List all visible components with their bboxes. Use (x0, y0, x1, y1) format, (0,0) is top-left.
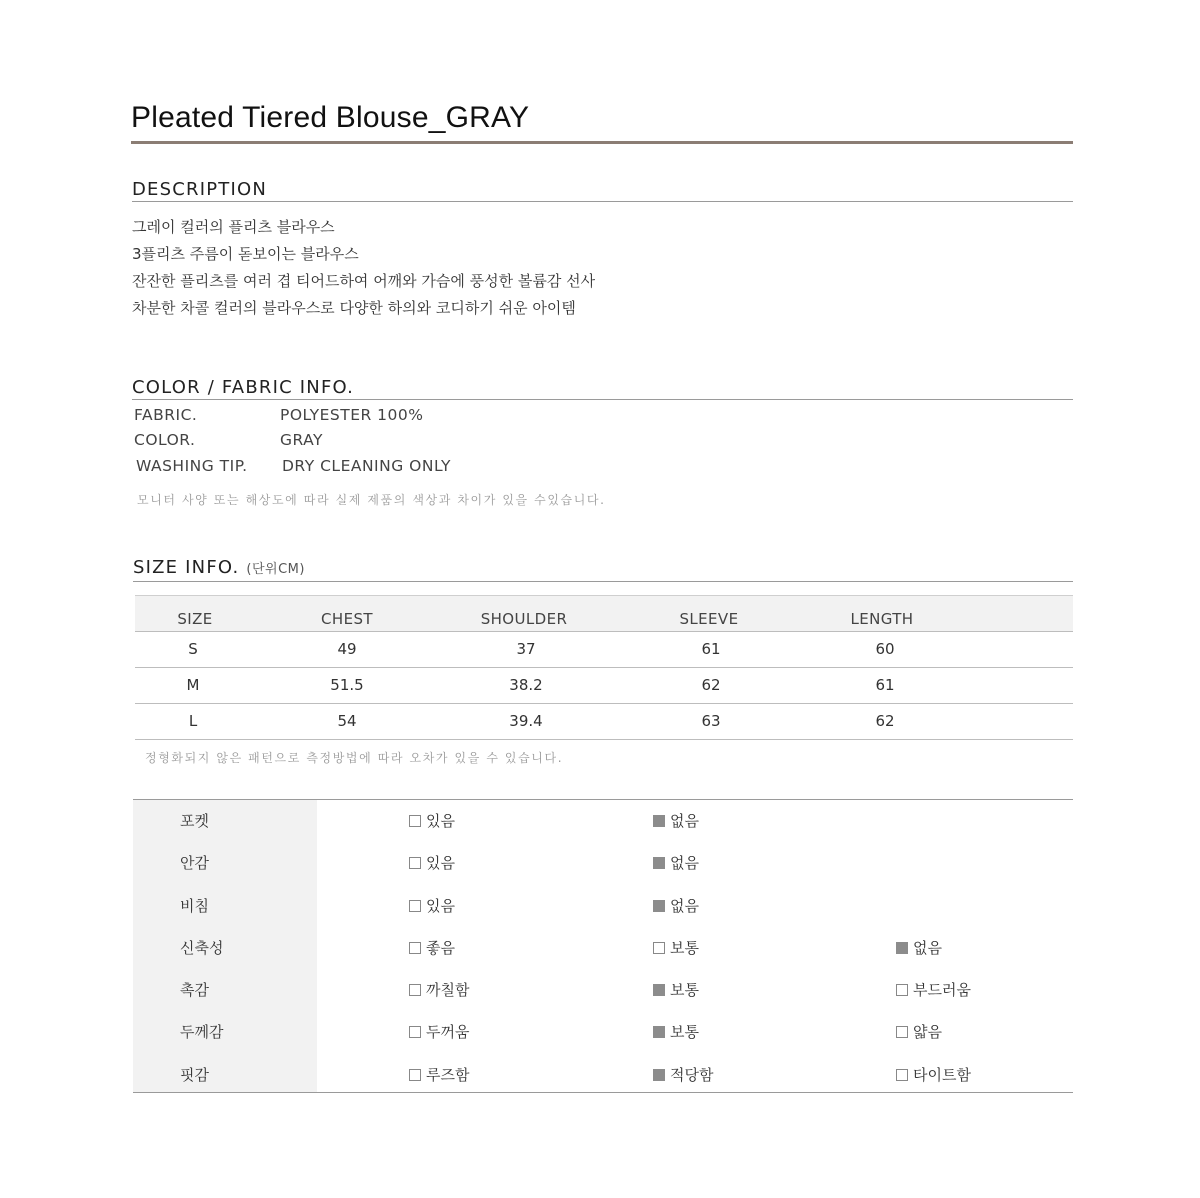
size-cell: M (186, 676, 200, 694)
feature-option: 좋음 (409, 937, 455, 958)
fabric-heading-text: COLOR / FABRIC INFO. (132, 377, 355, 398)
feature-option: 있음 (409, 810, 455, 831)
sleeve-cell: 61 (701, 640, 721, 658)
size-heading (133, 557, 1073, 582)
feature-row-fit (133, 1054, 1073, 1096)
fabric-heading (132, 377, 1073, 400)
checkbox-checked-icon (896, 942, 908, 954)
feature-option: 얇음 (896, 1021, 942, 1042)
size-cell: L (188, 712, 198, 730)
checkbox-checked-icon (653, 857, 665, 869)
description-heading (132, 179, 1073, 202)
feature-label: 두께감 (180, 1023, 224, 1041)
description-heading-text: DESCRIPTION (132, 179, 268, 200)
size-heading-text: SIZE INFO. (133, 557, 240, 578)
feature-option: 타이트함 (896, 1064, 971, 1085)
header-chest: CHEST (321, 610, 373, 628)
feature-option: 있음 (409, 895, 455, 916)
feature-option: 없음 (653, 852, 699, 873)
fabric-key: FABRIC. (134, 406, 198, 424)
checkbox-checked-icon (653, 984, 665, 996)
shoulder-cell: 38.2 (509, 676, 543, 694)
title-divider (131, 141, 1073, 144)
description-line: 3플리츠 주름이 돋보이는 블라우스 (132, 245, 359, 263)
feature-label: 비침 (180, 897, 209, 915)
washing-key: WASHING TIP. (136, 457, 248, 475)
length-cell: 61 (875, 676, 895, 694)
chest-cell: 51.5 (330, 676, 364, 694)
color-value: GRAY (280, 431, 324, 449)
description-line: 그레이 컬러의 플리츠 블라우스 (132, 218, 335, 236)
feature-option: 보통 (653, 1021, 699, 1042)
checkbox-icon (896, 1069, 908, 1081)
checkbox-icon (409, 942, 421, 954)
checkbox-icon (409, 1026, 421, 1038)
checkbox-checked-icon (653, 1069, 665, 1081)
header-sleeve: SLEEVE (679, 610, 739, 628)
fabric-value: POLYESTER 100% (280, 406, 424, 424)
feature-option: 없음 (653, 895, 699, 916)
sleeve-cell: 63 (701, 712, 721, 730)
feature-label: 핏감 (180, 1066, 209, 1084)
color-key: COLOR. (134, 431, 196, 449)
feature-option: 없음 (653, 810, 699, 831)
feature-option: 두꺼움 (409, 1021, 469, 1042)
feature-label: 안감 (180, 854, 209, 872)
length-cell: 60 (875, 640, 895, 658)
size-unit: (단위CM) (246, 562, 305, 577)
checkbox-checked-icon (653, 1026, 665, 1038)
checkbox-checked-icon (653, 900, 665, 912)
header-shoulder: SHOULDER (480, 610, 568, 628)
sleeve-cell: 62 (701, 676, 721, 694)
length-cell: 62 (875, 712, 895, 730)
size-table (135, 595, 1073, 740)
table-row (135, 668, 1073, 704)
checkbox-icon (409, 984, 421, 996)
header-length: LENGTH (850, 610, 914, 628)
feature-label: 촉감 (180, 981, 209, 999)
feature-option: 보통 (653, 979, 699, 1000)
feature-row-pocket (133, 800, 1073, 842)
page-title: Pleated Tiered Blouse_GRAY (131, 101, 530, 134)
header-size: SIZE (177, 610, 213, 628)
table-row (135, 704, 1073, 740)
description-text (132, 216, 595, 324)
color-disclaimer: 모니터 사양 또는 해상도에 따라 실제 제품의 색상과 차이가 있을 수있습니다. (137, 493, 606, 507)
checkbox-icon (409, 1069, 421, 1081)
feature-row-sheerness (133, 885, 1073, 927)
shoulder-cell: 37 (516, 640, 536, 658)
size-table-header (135, 595, 1073, 632)
checkbox-checked-icon (653, 815, 665, 827)
feature-label: 포켓 (180, 812, 209, 830)
checkbox-icon (653, 942, 665, 954)
size-disclaimer: 정형화되지 않은 패턴으로 측정방법에 따라 오차가 있을 수 있습니다. (145, 751, 564, 765)
checkbox-icon (896, 1026, 908, 1038)
checkbox-icon (409, 857, 421, 869)
checkbox-icon (409, 815, 421, 827)
feature-option: 보통 (653, 937, 699, 958)
table-row (135, 632, 1073, 668)
feature-row-lining (133, 842, 1073, 884)
feature-option: 부드러움 (896, 979, 971, 1000)
feature-option: 루즈함 (409, 1064, 469, 1085)
feature-option: 없음 (896, 937, 942, 958)
chest-cell: 49 (337, 640, 357, 658)
feature-row-thickness (133, 1011, 1073, 1053)
feature-label: 신축성 (180, 939, 224, 957)
feature-option: 적당함 (653, 1064, 713, 1085)
description-line: 잔잔한 플리츠를 여러 겹 티어드하여 어깨와 가슴에 풍성한 볼륨감 선사 (132, 272, 596, 290)
feature-table (133, 799, 1073, 1093)
chest-cell: 54 (337, 712, 357, 730)
feature-row-texture (133, 969, 1073, 1011)
feature-option: 있음 (409, 852, 455, 873)
feature-option: 까칠함 (409, 979, 469, 1000)
description-line: 차분한 차콜 컬러의 블라우스로 다양한 하의와 코디하기 쉬운 아이템 (132, 299, 576, 317)
checkbox-icon (409, 900, 421, 912)
shoulder-cell: 39.4 (509, 712, 543, 730)
washing-value: DRY CLEANING ONLY (282, 457, 452, 475)
feature-row-stretch (133, 927, 1073, 969)
size-cell: S (188, 640, 198, 658)
checkbox-icon (896, 984, 908, 996)
